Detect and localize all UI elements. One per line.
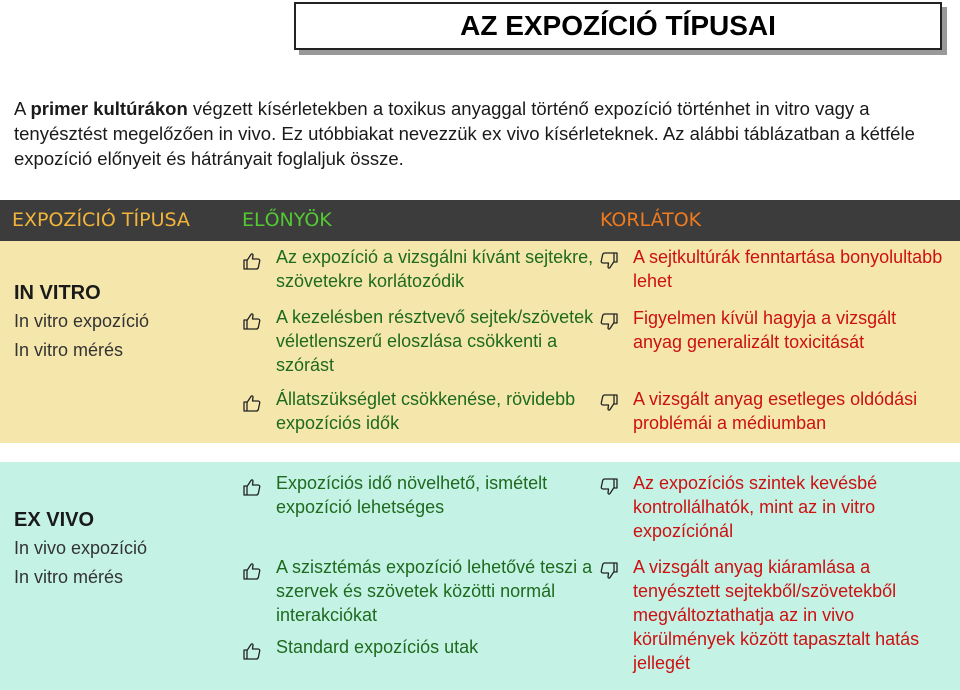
- in-vitro-pro-2: A kezelésben résztvevő sejtek/szövetek véletlenszerű eloszlása csökkenti a szórást: [276, 307, 594, 375]
- intro-paragraph: [14, 96, 949, 171]
- in-vitro-con-3: A vizsgált anyag esetleges oldódási problémái a médiumban: [633, 389, 918, 433]
- ex-vivo-sub1: In vivo expozíció: [14, 538, 148, 558]
- ex-vivo-con-1: Az expozíciós szintek kevésbé kontrollálhatók, mint az in vitro expozíciónál: [633, 473, 878, 541]
- ex-vivo-pro-2: A szisztémás expozíció lehetővé teszi a szervek és szövetek közötti normál interakciókat: [276, 557, 593, 625]
- thumbs-up-icon: [242, 311, 262, 331]
- ex-vivo-type: [14, 506, 147, 592]
- header-pros: ELŐNYÖK: [242, 209, 332, 231]
- ex-vivo-pro-3: Standard expozíciós utak: [276, 637, 479, 657]
- in-vitro-pro-1: Az expozíció a vizsgálni kívánt sejtekre, szövetekre korlátozódik: [276, 247, 594, 291]
- title-box: [294, 2, 942, 50]
- thumbs-down-icon: [599, 477, 619, 497]
- intro-lead: A: [14, 98, 31, 119]
- in-vitro-sub2: In vitro mérés: [14, 340, 124, 360]
- ex-vivo-name: EX VIVO: [14, 509, 95, 531]
- in-vitro-con-1: A sejtkultúrák fenntartása bonyolultabb lehet: [633, 247, 943, 291]
- ex-vivo-pro-1: Expozíciós idő növelhető, ismételt expozíció lehetséges: [276, 473, 548, 517]
- ex-vivo-con-2: A vizsgált anyag kiáramlása a tenyésztett sejtekből/szövetekből megváltoztathatja az in vivo körülmények között tapasztalt hatás jellegét: [633, 557, 920, 673]
- thumbs-up-icon: [242, 561, 262, 581]
- thumbs-down-icon: [599, 312, 619, 332]
- thumbs-down-icon: [599, 251, 619, 271]
- intro-rest: végzett kísérletekben a toxikus anyaggal történő expozíció történhet in vitro vagy a tenyésztést megelőzően in vivo. Ez utóbbiakat nevezzük ex vivo kísérleteknek. Az alábbi táblázatban a kétféle expozíció előnyeit és hátrányait foglaljuk össze.: [14, 98, 915, 169]
- thumbs-up-icon: [242, 251, 262, 271]
- in-vitro-type: [14, 279, 149, 365]
- in-vitro-name: IN VITRO: [14, 282, 101, 304]
- intro-bold: primer kultúrákon: [30, 98, 188, 119]
- in-vitro-sub1: In vitro expozíció: [14, 311, 150, 331]
- page-title: AZ EXPOZÍCIÓ TÍPUSAI: [460, 10, 776, 41]
- header-cons: KORLÁTOK: [600, 209, 702, 231]
- thumbs-down-icon: [599, 393, 619, 413]
- thumbs-down-icon: [599, 561, 619, 581]
- ex-vivo-sub2: In vitro mérés: [14, 567, 124, 587]
- thumbs-up-icon: [242, 477, 262, 497]
- header-type: EXPOZÍCIÓ TÍPUSA: [12, 209, 190, 231]
- thumbs-up-icon: [242, 393, 262, 413]
- in-vitro-pro-3: Állatszükséglet csökkenése, rövidebb expozíciós idők: [276, 389, 576, 433]
- in-vitro-con-2: Figyelmen kívül hagyja a vizsgált anyag generalizált toxicitását: [633, 308, 897, 352]
- thumbs-up-icon: [242, 641, 262, 661]
